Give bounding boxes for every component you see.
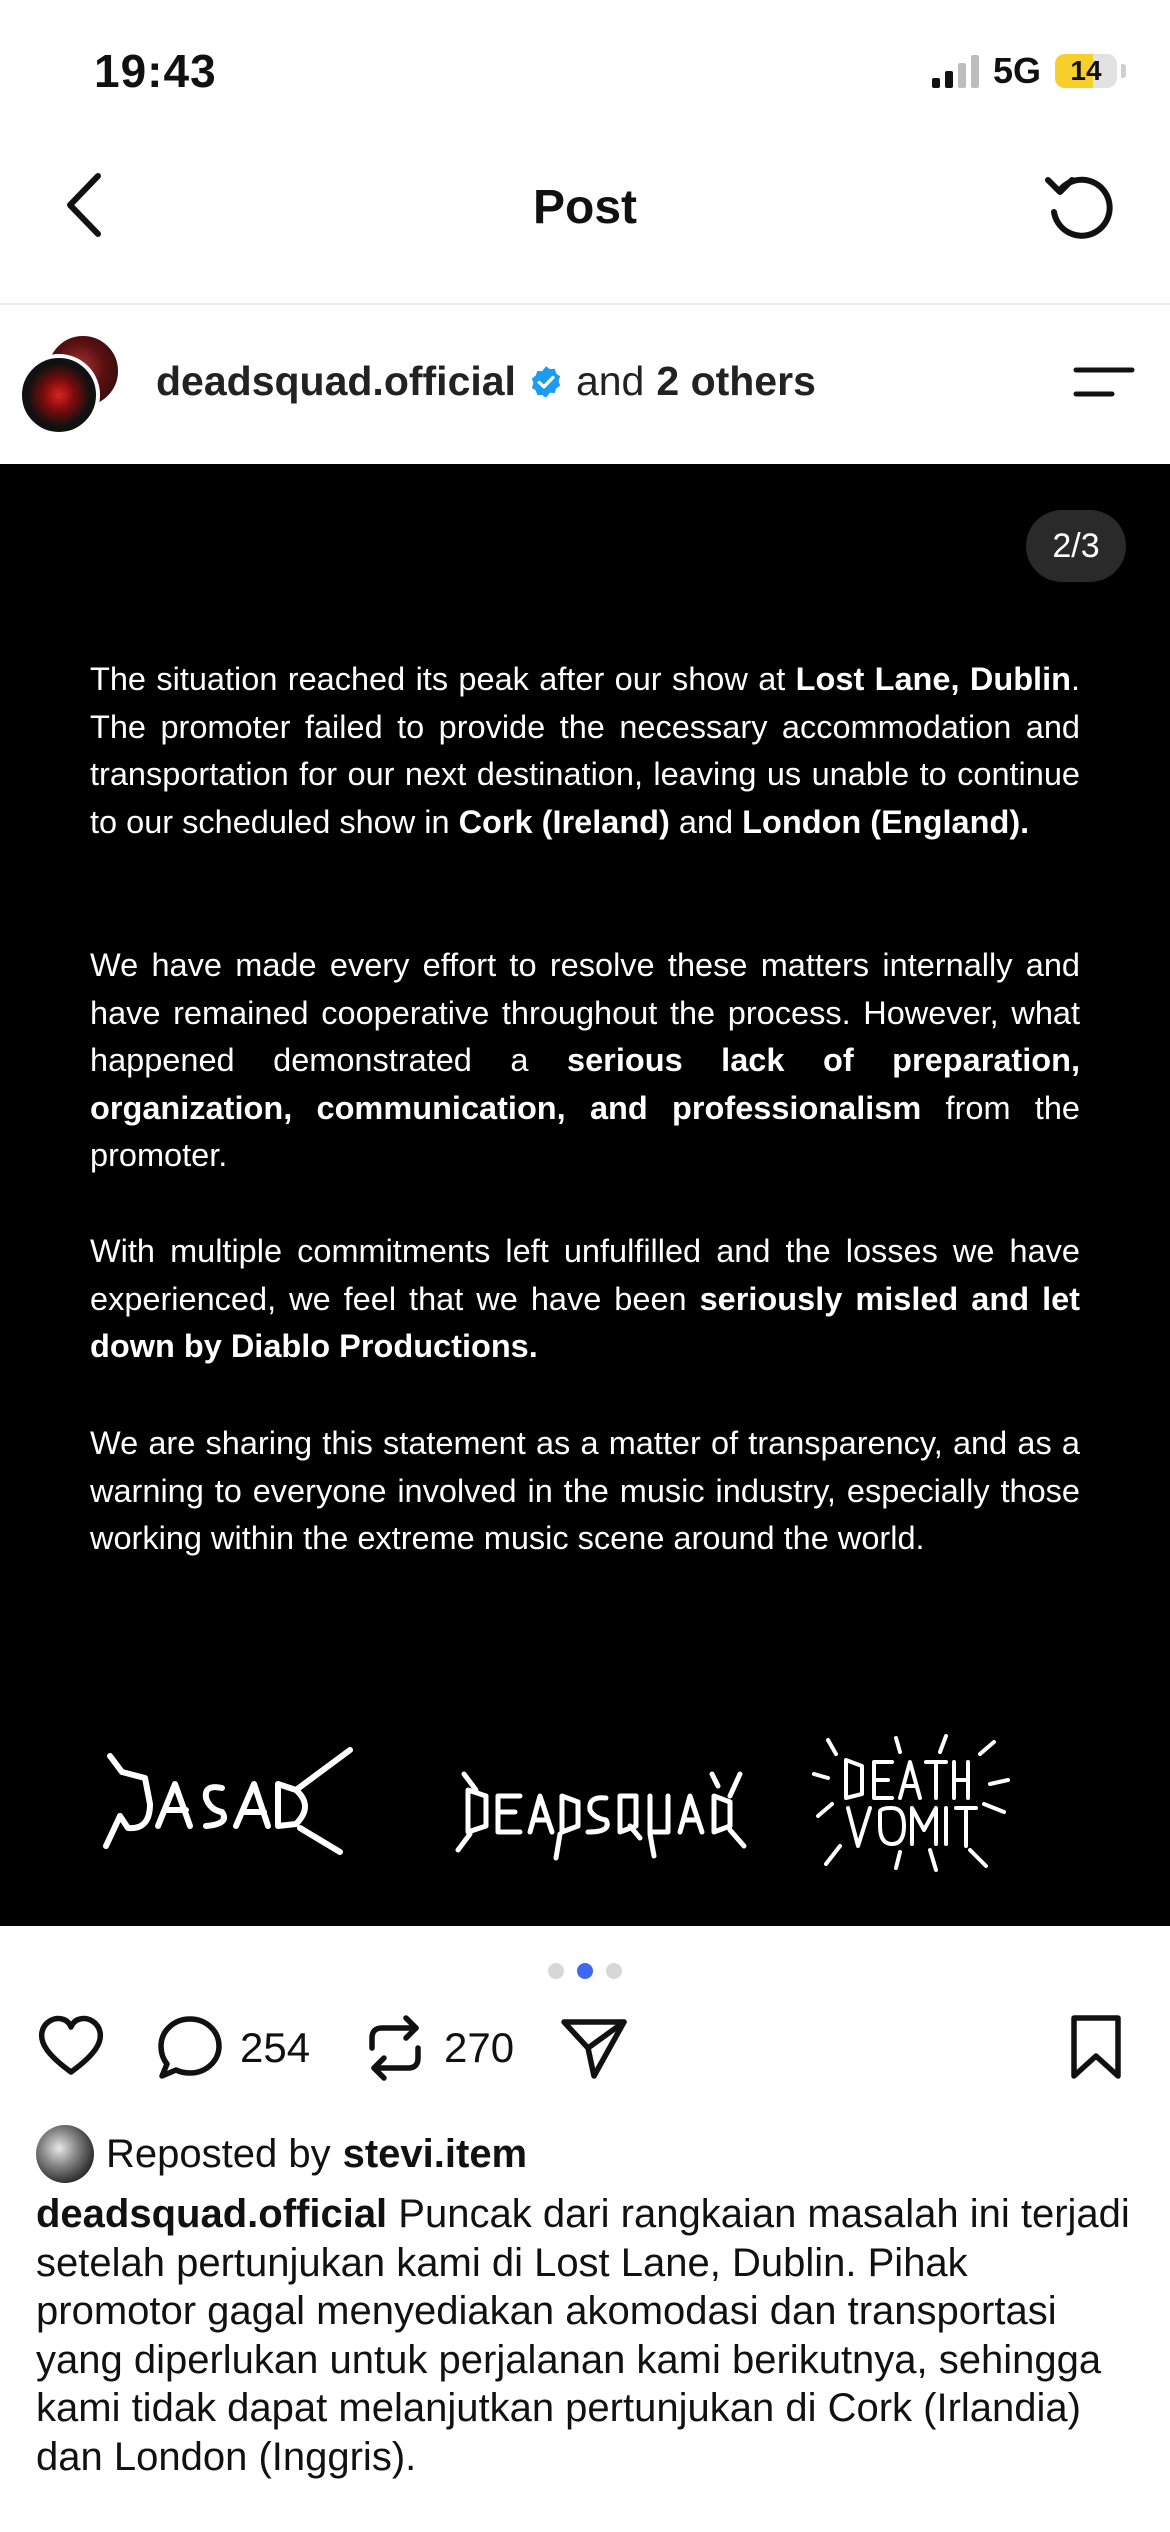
reposter-username[interactable]: stevi.item: [342, 2131, 528, 2176]
carousel-page-counter: 2/3: [1026, 510, 1126, 582]
statement-text-run: We are sharing this statement as a matter of transparency, and as a warning to everyone involved in the music industry, especially those working within the extreme music scene around the world.: [90, 1425, 1080, 1556]
avatar-primary: [18, 354, 100, 436]
repost-icon: [362, 2014, 428, 2082]
author-line: [156, 358, 816, 405]
statement-text-run: and: [669, 803, 743, 840]
status-time: 19:43: [94, 45, 217, 97]
reposter-avatar[interactable]: [36, 2125, 94, 2183]
statement-text-run: serious lack of preparation, organization, communication, and professionalism: [90, 1042, 1080, 1126]
statement-text-run: seriously misled and let down by Diablo Productions.: [90, 1280, 1080, 1364]
signal-icon: [932, 54, 979, 88]
battery-level: 14: [1070, 55, 1102, 86]
refresh-button[interactable]: [1042, 168, 1118, 244]
verified-badge-icon: [528, 364, 564, 400]
page-title: Post: [532, 181, 637, 234]
post-image-slide[interactable]: [0, 464, 1170, 1926]
share-button[interactable]: [558, 2014, 630, 2082]
caption-username[interactable]: deadsquad.official: [36, 2192, 388, 2236]
menu-lines-icon: [1072, 362, 1136, 402]
statement-paragraph-1: [90, 656, 1080, 846]
post-actions: [36, 2014, 1136, 2094]
post-caption: [36, 2190, 1136, 2481]
carousel-dots: [0, 1963, 1170, 1979]
comment-count: 254: [240, 2024, 311, 2071]
carousel-dot[interactable]: [548, 1963, 564, 1979]
statement-text-run: With multiple commitments left unfulfilled and the losses we have experienced, we feel that we have been: [90, 1233, 1080, 1317]
status-indicators: [932, 50, 1126, 92]
statement-text-run: from the promoter.: [90, 1089, 1080, 1173]
like-button[interactable]: [36, 2014, 106, 2078]
more-options-button[interactable]: [1072, 362, 1136, 402]
caption-text: Puncak dari rangkaian masalah ini terjadi setelah pertunjukan kami di Lost Lane, Dublin. Pihak promotor gagal menyediakan akomodasi dan transportasi yang diperlukan untuk perjalanan kami berikutnya, sehingga kami tidak dapat melanjutkan pertunjukan di Cork (Irlandia) dan London (Inggris).: [36, 2192, 1130, 2479]
header-divider: [0, 303, 1170, 305]
band-logos: [0, 1734, 1170, 1874]
statement-paragraph-4: [90, 1420, 1080, 1563]
battery-icon: [1055, 54, 1117, 88]
send-icon: [558, 2014, 630, 2082]
deadsquad-logo: [458, 1774, 744, 1858]
comment-bubble-icon: [156, 2014, 224, 2082]
author-username[interactable]: deadsquad.official: [156, 358, 516, 404]
reposted-by-row: [36, 2125, 527, 2183]
author-and: and: [575, 358, 645, 404]
statement-text-run: Cork (Ireland): [458, 803, 670, 840]
repost-count: 270: [444, 2024, 515, 2071]
statement-text-run: London (England).: [742, 803, 1030, 840]
heart-icon: [36, 2014, 106, 2078]
repost-button[interactable]: [362, 2014, 514, 2082]
jasad-logo: [106, 1750, 350, 1852]
statement-text-run: We have made every effort to resolve these matters internally and have remained cooperative throughout the process. However, what happened demonstrated a: [90, 947, 1080, 1078]
comment-button[interactable]: [156, 2014, 310, 2082]
statement-text-run: The situation reached its peak after our show at: [90, 661, 796, 697]
death-vomit-logo: [814, 1736, 1008, 1870]
statement-text-run: . The promoter failed to provide the necessary accommodation and transportation for our next destination, leaving us unable to continue to our scheduled show in: [90, 661, 1080, 840]
statement-paragraph-2: [90, 942, 1080, 1180]
author-avatars[interactable]: [18, 332, 122, 436]
bookmark-icon: [1068, 2014, 1124, 2080]
reposted-by-label: Reposted by: [106, 2131, 331, 2176]
network-label: 5G: [992, 50, 1041, 91]
carousel-dot[interactable]: [577, 1963, 593, 1979]
statement-paragraph-3: [90, 1228, 1080, 1371]
statement-text-run: Lost Lane, Dublin: [795, 661, 1071, 697]
collaborators-link[interactable]: 2 others: [656, 358, 816, 404]
refresh-icon: [1042, 168, 1118, 244]
save-button[interactable]: [1068, 2014, 1124, 2080]
carousel-dot[interactable]: [606, 1963, 622, 1979]
